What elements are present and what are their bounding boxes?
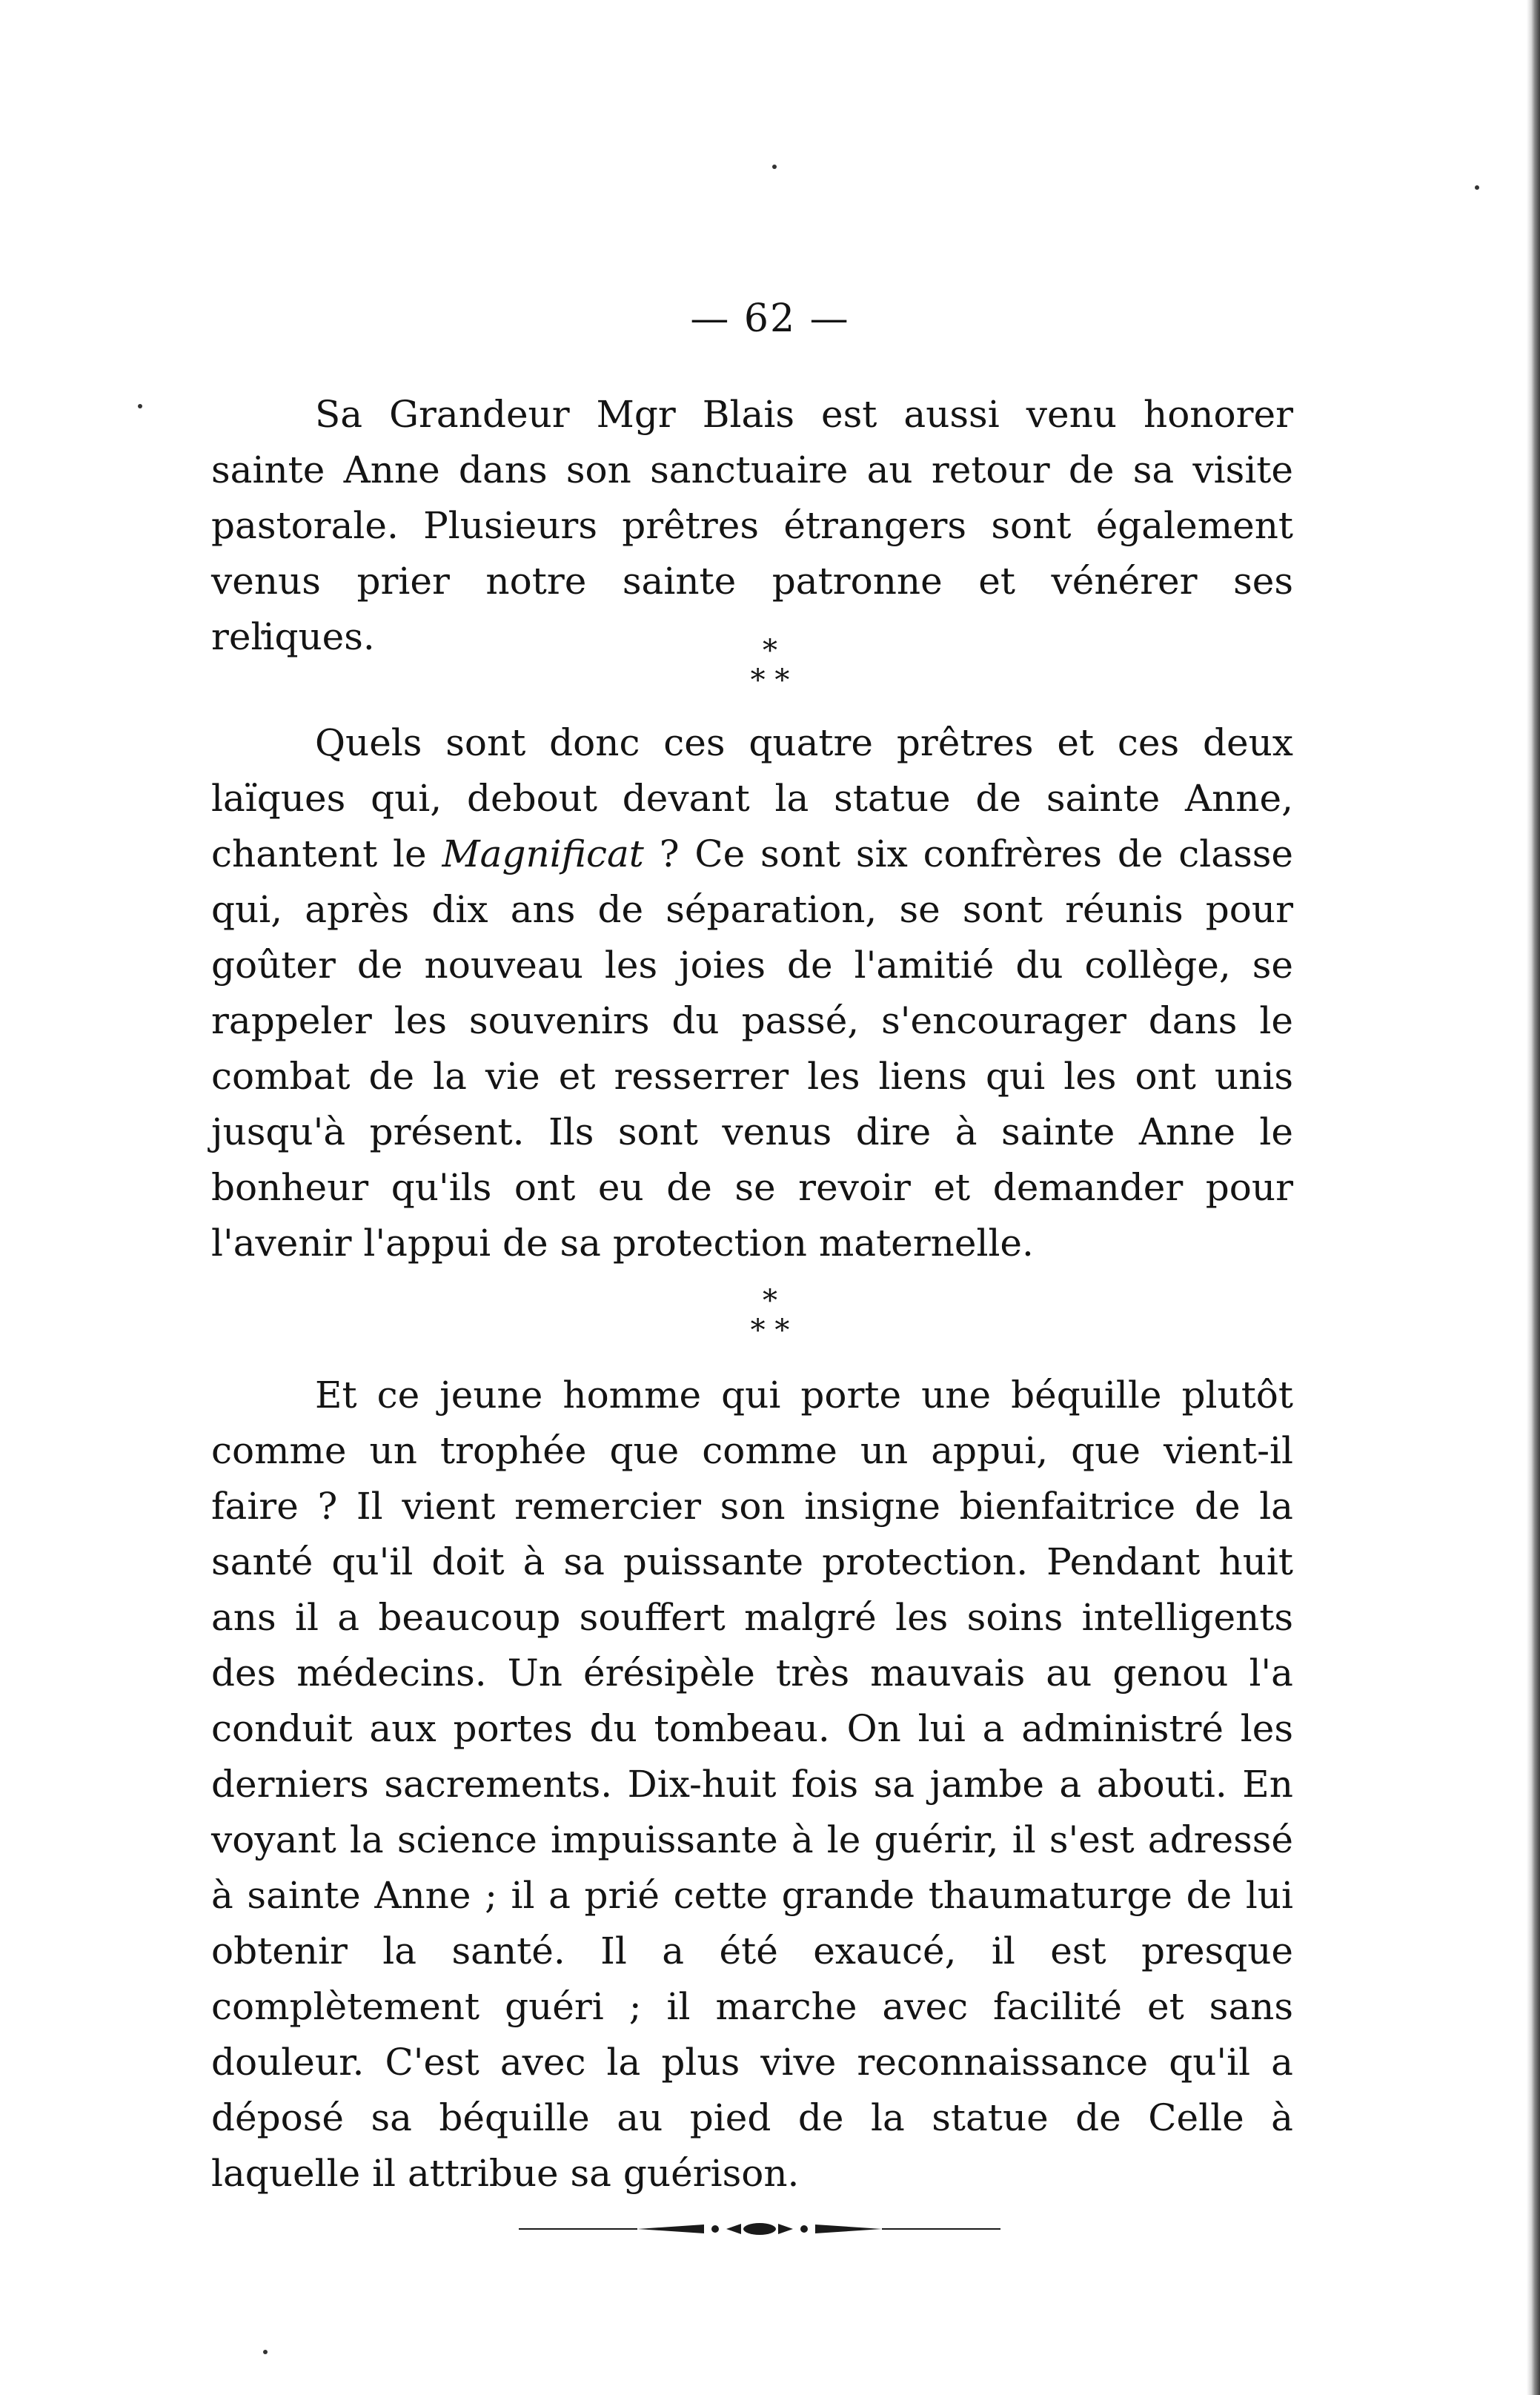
asterism-top: * [763, 1284, 777, 1318]
section-separator-1 [0, 634, 1540, 698]
magnificat-emphasis: Magnificat [442, 832, 644, 875]
paragraph-1: Sa Grandeur Mgr Blais est aussi venu honorer sainte Anne dans son sanctuaire au retour de sa visite pastorale. Plusieurs prêtres étrangers sont également venus prier notre sainte patronne et vénérer ses reliques. [211, 393, 1293, 658]
asterism-bottom: * * [750, 1314, 790, 1348]
section-separator-2 [0, 1284, 1540, 1348]
print-speck [1475, 185, 1479, 190]
page-number: — 62 — [690, 297, 850, 341]
asterism-top: * [763, 634, 777, 668]
binding-edge [1527, 0, 1540, 2395]
paragraph-2-text-before: Quels sont donc ces quatre prêtres et ces deux laïques qui, debout devant la statue de sainte Anne, chantent le [211, 721, 1293, 875]
print-speck [263, 2350, 268, 2354]
paragraph-2-text-after: ? Ce sont six confrères de classe qui, après dix ans de séparation, se sont réunis pour goûter de nouveau les joies de l'amitié du collège, se rappeler les souvenirs du passé, s'encourager dans le combat de la vie et resserrer les liens qui les ont unis jusqu'à présent. Ils sont venus dire à sainte Anne le bonheur qu'ils ont eu de se revoir et demander pour l'avenir l'appui de sa protection maternelle. [211, 832, 1294, 1265]
paragraph-1-block [211, 387, 1293, 665]
decorative-rule-icon [519, 2222, 1000, 2236]
print-speck [138, 404, 142, 408]
paragraph-3: Et ce jeune homme qui porte une béquille plutôt comme un trophée que comme un appui, que vient-il faire ? Il vient remercier son insigne bienfaitrice de la santé qu'il doit à sa puissante protection. Pendant huit ans il a beaucoup souffert malgré les soins intelligents des médecins. Un érésipèle très mauvais au genou l'a conduit aux portes du tombeau. On lui a administré les derniers sacrements. Dix-huit fois sa jambe a abouti. En voyant la science impuissante à le guérir, il s'est adressé à sainte Anne ; il a prié cette grande thaumaturge de lui obtenir la santé. Il a été exaucé, il est presque complètement guéri ; il marche avec facilité et sans douleur. C'est avec la plus vive reconnaissance qu'il a déposé sa béquille au pied de la statue de Celle à laquelle il attribue sa guérison. [211, 1374, 1293, 2195]
asterism-bottom: * * [750, 663, 790, 698]
paragraph-3-block [211, 1368, 1293, 2202]
print-speck [772, 165, 777, 169]
paragraph-2-block [211, 715, 1293, 1271]
paragraph-2 [211, 715, 1293, 1271]
